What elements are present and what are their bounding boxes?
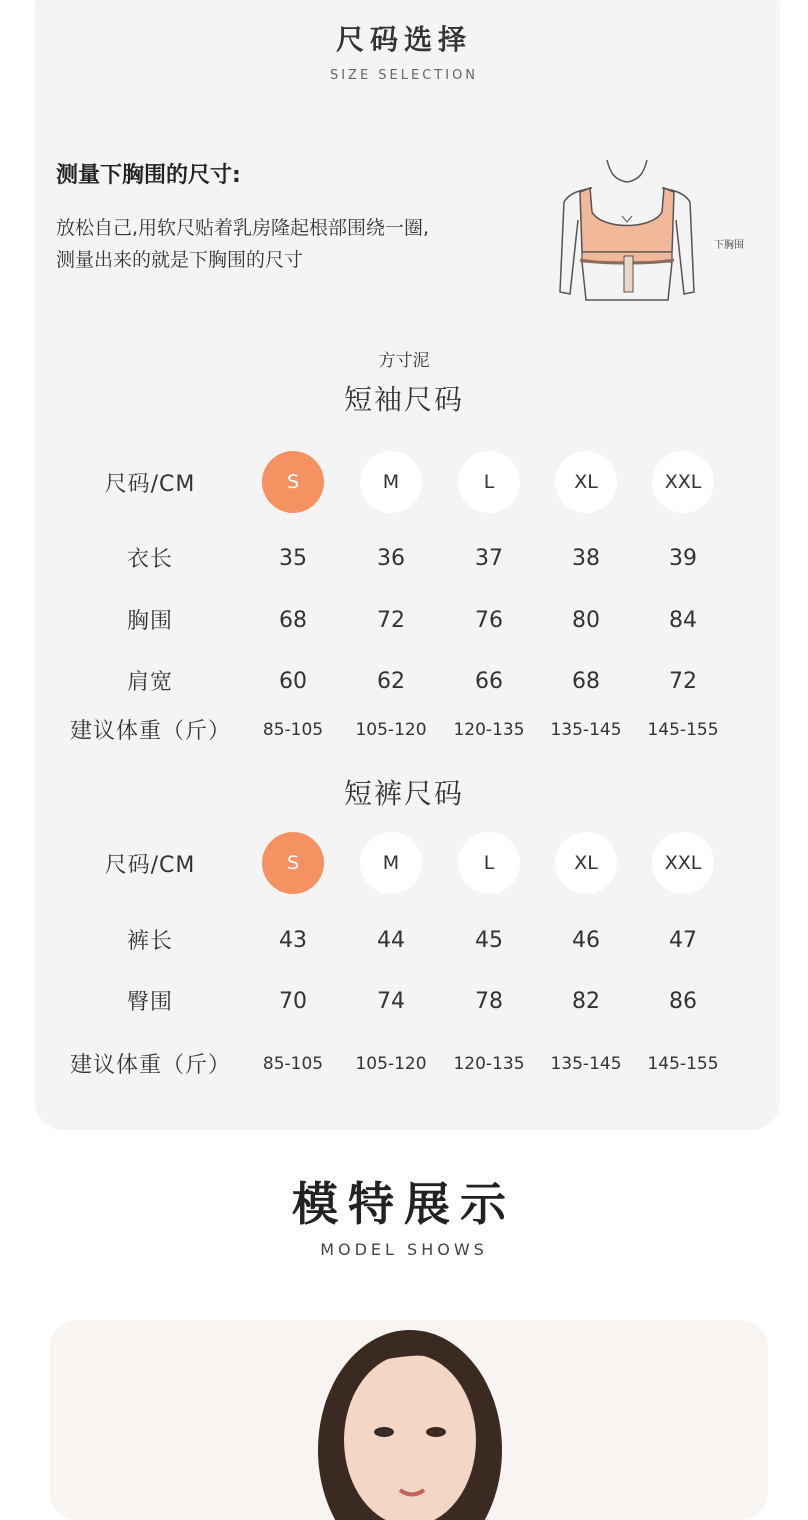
table-cell: 82 (572, 989, 600, 1014)
table-cell: 145-155 (647, 720, 719, 740)
measure-heading: 测量下胸围的尺寸: (56, 163, 241, 188)
measure-row-label: 建议体重（斤） (70, 719, 232, 744)
measure-row-label: 肩宽 (126, 670, 173, 695)
measure-row-label: 建议体重（斤） (70, 1053, 232, 1078)
figure-label: 下胸围 (714, 240, 744, 251)
table-cell: 74 (377, 989, 405, 1014)
table-cell: 46 (572, 928, 600, 953)
table-cell: 68 (279, 608, 307, 633)
table-cell: 70 (279, 989, 307, 1014)
table-cell: 135-145 (550, 720, 622, 740)
table-cell: 120-135 (453, 720, 525, 740)
table-cell: 43 (279, 928, 307, 953)
size-option-s[interactable]: S (262, 832, 324, 894)
table-cell: 36 (377, 546, 405, 571)
table-cell: 72 (669, 669, 697, 694)
size-option-xl[interactable]: XL (555, 451, 617, 513)
measure-desc-line: 放松自己,用软尺贴着乳房隆起根部围绕一圈, (56, 217, 430, 239)
size-option-m[interactable]: M (360, 451, 422, 513)
table-cell: 135-145 (550, 1054, 622, 1074)
shorts-size-title: 短裤尺码 (343, 777, 464, 810)
measure-row-label: 衣长 (126, 547, 173, 572)
table-cell: 145-155 (647, 1054, 719, 1074)
model-section-title: 模特展示 (292, 1177, 516, 1231)
brand-name: 方寸泥 (378, 351, 430, 371)
table-cell: 84 (669, 608, 697, 633)
table-cell: 44 (377, 928, 405, 953)
measure-row-label: 臀围 (126, 990, 173, 1015)
size-option-xl[interactable]: XL (555, 832, 617, 894)
table-cell: 35 (279, 546, 307, 571)
model-section-subtitle: MODEL SHOWS (320, 1240, 488, 1259)
table-cell: 47 (669, 928, 697, 953)
table-cell: 45 (475, 928, 503, 953)
table-cell: 60 (279, 669, 307, 694)
measure-description (56, 212, 516, 276)
measure-row-label: 胸围 (126, 609, 173, 634)
size-row-label: 尺码/CM (104, 472, 196, 497)
table-cell: 62 (377, 669, 405, 694)
table-cell: 38 (572, 546, 600, 571)
measure-desc-line: 测量出来的就是下胸围的尺寸 (56, 249, 304, 271)
size-option-l[interactable]: L (458, 451, 520, 513)
table-cell: 105-120 (355, 1054, 427, 1074)
table-cell: 76 (475, 608, 503, 633)
table-cell: 120-135 (453, 1054, 525, 1074)
section-subtitle: SIZE SELECTION (329, 68, 479, 83)
measure-row-label: 裤长 (126, 929, 173, 954)
table-cell: 86 (669, 989, 697, 1014)
size-option-xxl[interactable]: XXL (652, 451, 714, 513)
table-cell: 68 (572, 669, 600, 694)
size-row-label: 尺码/CM (104, 853, 196, 878)
model-photo-illustration (50, 1320, 768, 1520)
table-cell: 37 (475, 546, 503, 571)
table-cell: 72 (377, 608, 405, 633)
size-option-s[interactable]: S (262, 451, 324, 513)
table-cell: 78 (475, 989, 503, 1014)
table-cell: 66 (475, 669, 503, 694)
table-cell: 85-105 (262, 1054, 324, 1074)
model-photo (50, 1320, 768, 1520)
size-option-xxl[interactable]: XXL (652, 832, 714, 894)
table-cell: 85-105 (262, 720, 324, 740)
table-cell: 80 (572, 608, 600, 633)
table-cell: 105-120 (355, 720, 427, 740)
underbust-figure (552, 152, 702, 307)
table-cell: 39 (669, 546, 697, 571)
size-option-m[interactable]: M (360, 832, 422, 894)
size-option-l[interactable]: L (458, 832, 520, 894)
section-title: 尺码选择 (335, 23, 472, 56)
tops-size-title: 短袖尺码 (343, 383, 464, 416)
